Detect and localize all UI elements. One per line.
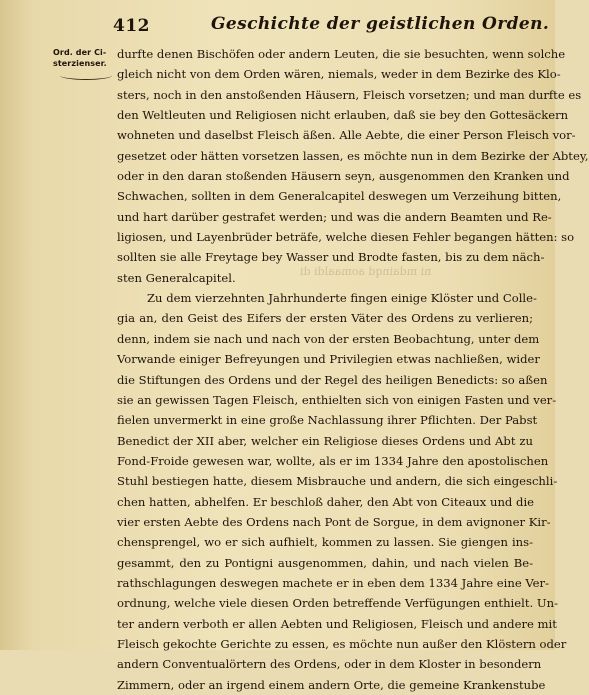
text-line: die Stiftungen des Ordens und der Regel des heiligen Benedicts: so aßen (117, 372, 548, 387)
text-line: sters, noch in den anstoßenden Häusern, Fleisch vorsetzen; und man durfte es (117, 87, 582, 102)
text-line: fielen unvermerkt in eine große Nachlassung ihrer Pflichten. Der Pabst (117, 413, 538, 428)
text-line: gleich nicht von dem Orden wären, niemals, weder in dem Bezirke des Klo- (117, 67, 561, 82)
body-text (117, 44, 589, 695)
page-header (113, 14, 550, 40)
text-line: ordnung, welche viele diesen Orden betreffende Verfügungen enthielt. Un- (117, 596, 558, 611)
text-line: Fond-Froide gewesen war, wollte, als er im 1334 Jahre den apostolischen (117, 453, 549, 468)
margin-note-line-2: sterzienser. (53, 59, 107, 68)
text-line: gesetzet oder hätten vorsetzen lassen, es möchte nun in dem Bezirke der Abtey, (117, 148, 589, 163)
paragraph-start-line: Zu dem vierzehnten Jahrhunderte fingen einige Klöster und Colle- (147, 291, 537, 306)
text-line: denn, indem sie nach und nach von der ersten Beobachtung, unter dem (117, 331, 540, 346)
page-number: 412 (113, 16, 150, 36)
margin-note (53, 47, 115, 69)
text-line: gesammt, den zu Pontigni ausgenommen, dahin, und nach vielen Be- (117, 555, 533, 570)
text-line: andern Conventualörtern des Ordens, oder in dem Kloster in besondern (117, 657, 542, 672)
text-line: und hart darüber gestrafet werden; und was die andern Beamten und Re- (117, 209, 552, 224)
text-line: durfte denen Bischöfen oder andern Leuten, die sie besuchten, wenn solche (117, 47, 566, 61)
text-line: chen hatten, abhelfen. Er beschloß daher, den Abt von Citeaux und die (117, 494, 535, 509)
text-line: gia an, den Geist des Eifers der ersten Väter des Ordens zu verlieren; (117, 311, 533, 326)
text-line: Fleisch gekochte Gerichte zu essen, es möchte nun außer den Klöstern oder (117, 636, 567, 651)
text-line: ligiosen, und Layenbrüder beträfe, welche diesen Fehler begangen hätten: so (117, 230, 575, 245)
text-line: Vorwande einiger Befreyungen und Privilegien etwas nachließen, wider (117, 352, 540, 367)
text-line: Schwachen, sollten in dem Generalcapitel deswegen um Verzeihung bitten, (117, 189, 562, 204)
text-line: sie an gewissen Tagen Fleisch, enthielten sich von einigen Fasten und ver- (117, 392, 557, 407)
text-line: ter andern verboth er allen Aebten und Religiosen, Fleisch und andere mit (117, 616, 557, 631)
show-through-text: ni mdainqd aomaaldi di (300, 265, 432, 278)
text-line: rathschlagungen deswegen machete er in eben dem 1334 Jahre eine Ver- (117, 575, 550, 590)
text-line: sollten sie alle Freytage bey Wasser und Brodte fasten, bis zu dem näch- (117, 250, 545, 265)
text-line: Benedict der XII aber, welcher ein Religiose dieses Ordens und Abt zu (117, 433, 533, 448)
text-line: wohneten und daselbst Fleisch äßen. Alle Aebte, die einer Person Fleisch vor- (117, 128, 576, 143)
text-line: chensprengel, wo er sich aufhielt, kommen zu lassen. Sie giengen ins- (117, 535, 533, 550)
paragraph-end-line: sten Generalcapitel. (117, 270, 236, 285)
text-line: Zimmern, oder an irgend einem andern Orte, die gemeine Krankenstube (117, 677, 546, 692)
text-line: den Weltleuten und Religiosen nicht erlauben, daß sie bey den Gottesäckern (117, 108, 569, 123)
running-head: Geschichte der geistlichen Orden. (211, 14, 550, 34)
text-line: oder in den daran stoßenden Häusern seyn, ausgenommen den Kranken und (117, 169, 570, 184)
text-line: Stuhl bestiegen hatte, diesem Misbrauche und andern, die sich eingeschli- (117, 474, 558, 489)
text-line: vier ersten Aebte des Ordens nach Pont de Sorgue, in dem avignoner Kir- (117, 514, 551, 529)
margin-note-line-1: Ord. der Ci- (53, 48, 107, 57)
margin-brace (60, 71, 112, 80)
